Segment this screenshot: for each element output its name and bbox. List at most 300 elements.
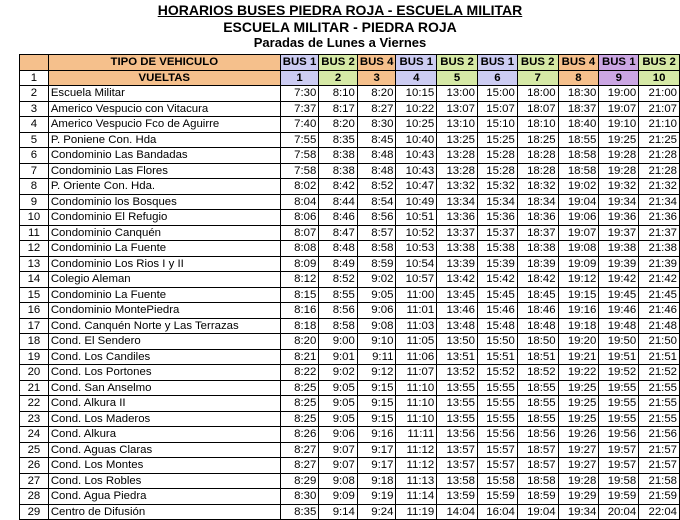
departure-time: 9:02: [319, 365, 358, 381]
departure-time: 21:28: [639, 148, 680, 164]
departure-time: 19:51: [599, 349, 639, 365]
departure-time: 21:59: [639, 489, 680, 505]
row-number: 23: [20, 411, 49, 427]
row-number: 19: [20, 349, 49, 365]
stop-name: Cond. Los Maderos: [48, 411, 280, 427]
departure-time: 11:00: [396, 287, 437, 303]
trip-number: 5: [437, 70, 478, 86]
departure-time: 9:05: [319, 411, 358, 427]
departure-time: 13:46: [437, 303, 478, 319]
departure-time: 19:26: [558, 427, 599, 443]
stop-name: Cond. El Sendero: [48, 334, 280, 350]
table-row: [20, 365, 680, 381]
departure-time: 11:01: [396, 303, 437, 319]
departure-time: 15:50: [477, 334, 517, 350]
departure-time: 19:50: [599, 334, 639, 350]
table-row: [20, 287, 680, 303]
trip-number: 2: [319, 70, 358, 86]
table-row: [20, 396, 680, 412]
departure-time: 21:55: [639, 396, 680, 412]
departure-time: 18:48: [517, 318, 558, 334]
departure-time: 8:15: [280, 287, 319, 303]
departure-time: 19:57: [599, 458, 639, 474]
departure-time: 18:38: [517, 241, 558, 257]
departure-time: 21:28: [639, 163, 680, 179]
departure-time: 8:35: [319, 132, 358, 148]
row-number: 11: [20, 225, 49, 241]
departure-time: 11:14: [396, 489, 437, 505]
departure-time: 16:04: [477, 504, 517, 520]
departure-time: 10:47: [396, 179, 437, 195]
row-number: 6: [20, 148, 49, 164]
departure-time: 15:07: [477, 101, 517, 117]
departure-time: 10:52: [396, 225, 437, 241]
stop-name: Condominio Canquén: [48, 225, 280, 241]
trip-number: 6: [477, 70, 517, 86]
stop-name: Escuela Militar: [48, 86, 280, 102]
departure-time: 8:48: [357, 148, 396, 164]
departure-time: 13:34: [437, 194, 478, 210]
row-number: 14: [20, 272, 49, 288]
row-number: 10: [20, 210, 49, 226]
row-number: 24: [20, 427, 49, 443]
row-number: 29: [20, 504, 49, 520]
bus-label: BUS 2: [437, 55, 478, 71]
departure-time: 8:27: [280, 442, 319, 458]
departure-time: 11:05: [396, 334, 437, 350]
departure-time: 18:36: [517, 210, 558, 226]
table-row: [20, 210, 680, 226]
departure-time: 19:28: [599, 163, 639, 179]
departure-time: 13:28: [437, 163, 478, 179]
stop-name: Cond. Alkura: [48, 427, 280, 443]
departure-time: 21:37: [639, 225, 680, 241]
departure-time: 19:06: [558, 210, 599, 226]
stop-name: Cond. Canquén Norte y Las Terrazas: [48, 318, 280, 334]
departure-time: 15:51: [477, 349, 517, 365]
departure-time: 11:10: [396, 411, 437, 427]
departure-time: 19:27: [558, 442, 599, 458]
route-title: ESCUELA MILITAR - PIEDRA ROJA: [223, 19, 457, 35]
departure-time: 21:25: [639, 132, 680, 148]
table-row: [20, 117, 680, 133]
stop-name: Cond. Aguas Claras: [48, 442, 280, 458]
departure-time: 18:25: [517, 132, 558, 148]
table-row: [20, 241, 680, 257]
departure-time: 15:10: [477, 117, 517, 133]
departure-time: 13:00: [437, 86, 478, 102]
stop-name: Centro de Difusión: [48, 504, 280, 520]
departure-time: 8:49: [319, 256, 358, 272]
departure-time: 10:15: [396, 86, 437, 102]
departure-time: 11:06: [396, 349, 437, 365]
departure-time: 9:11: [357, 349, 396, 365]
departure-time: 11:19: [396, 504, 437, 520]
departure-time: 9:15: [357, 396, 396, 412]
departure-time: 8:09: [280, 256, 319, 272]
row-number: 26: [20, 458, 49, 474]
departure-time: 8:22: [280, 365, 319, 381]
row-number: 21: [20, 380, 49, 396]
departure-time: 9:07: [319, 458, 358, 474]
departure-time: 7:40: [280, 117, 319, 133]
departure-time: 9:10: [357, 334, 396, 350]
departure-time: 21:50: [639, 334, 680, 350]
departure-time: 15:36: [477, 210, 517, 226]
table-row: [20, 427, 680, 443]
departure-time: 8:08: [280, 241, 319, 257]
departure-time: 13:56: [437, 427, 478, 443]
trip-number: 7: [517, 70, 558, 86]
departure-time: 15:39: [477, 256, 517, 272]
departure-time: 13:37: [437, 225, 478, 241]
departure-time: 19:46: [599, 303, 639, 319]
departure-time: 9:15: [357, 380, 396, 396]
departure-time: 18:59: [517, 489, 558, 505]
departure-time: 15:56: [477, 427, 517, 443]
departure-time: 15:59: [477, 489, 517, 505]
departure-time: 8:54: [357, 194, 396, 210]
table-row: [20, 101, 680, 117]
row-number: 9: [20, 194, 49, 210]
row-number: 2: [20, 86, 49, 102]
table-row: [20, 163, 680, 179]
departure-time: 19:25: [558, 396, 599, 412]
departure-time: 19:38: [599, 241, 639, 257]
departure-time: 10:40: [396, 132, 437, 148]
bus-label: BUS 2: [319, 55, 358, 71]
departure-time: 21:57: [639, 442, 680, 458]
departure-time: 21:34: [639, 194, 680, 210]
table-row: [20, 132, 680, 148]
departure-time: 13:28: [437, 148, 478, 164]
row-number: 27: [20, 473, 49, 489]
row-number: 28: [20, 489, 49, 505]
row-number: 13: [20, 256, 49, 272]
departure-time: 13:57: [437, 458, 478, 474]
departure-time: 10:22: [396, 101, 437, 117]
days-subtitle: Paradas de Lunes a Viernes: [253, 35, 427, 50]
departure-time: 8:47: [319, 225, 358, 241]
departure-time: 9:06: [357, 303, 396, 319]
departure-time: 13:38: [437, 241, 478, 257]
departure-time: 20:04: [599, 504, 639, 520]
departure-time: 18:28: [517, 148, 558, 164]
departure-time: 19:15: [558, 287, 599, 303]
departure-time: 9:01: [319, 349, 358, 365]
departure-time: 15:55: [477, 396, 517, 412]
departure-time: 19:57: [599, 442, 639, 458]
departure-time: 10:43: [396, 148, 437, 164]
departure-time: 13:59: [437, 489, 478, 505]
departure-time: 7:37: [280, 101, 319, 117]
schedule-body: [20, 86, 680, 520]
departure-time: 8:30: [357, 117, 396, 133]
departure-time: 11:13: [396, 473, 437, 489]
departure-time: 19:00: [599, 86, 639, 102]
departure-time: 11:10: [396, 380, 437, 396]
departure-time: 18:58: [517, 473, 558, 489]
departure-time: 8:18: [280, 318, 319, 334]
departure-time: 8:45: [357, 132, 396, 148]
row-number: 5: [20, 132, 49, 148]
departure-time: 19:34: [599, 194, 639, 210]
departure-time: 8:35: [280, 504, 319, 520]
departure-time: 19:07: [558, 225, 599, 241]
stop-name: Cond. San Anselmo: [48, 380, 280, 396]
departure-time: 18:45: [517, 287, 558, 303]
departure-time: 19:20: [558, 334, 599, 350]
row-number: 25: [20, 442, 49, 458]
departure-time: 11:11: [396, 427, 437, 443]
schedule-table: [19, 54, 680, 520]
row-number: 22: [20, 396, 49, 412]
bus-label: BUS 1: [280, 55, 319, 71]
departure-time: 19:18: [558, 318, 599, 334]
departure-time: 9:08: [357, 318, 396, 334]
departure-time: 13:32: [437, 179, 478, 195]
departure-time: 18:37: [558, 101, 599, 117]
departure-time: 19:07: [599, 101, 639, 117]
trip-number: 10: [639, 70, 680, 86]
departure-time: 9:16: [357, 427, 396, 443]
departure-time: 18:58: [558, 163, 599, 179]
departure-time: 8:26: [280, 427, 319, 443]
departure-time: 15:00: [477, 86, 517, 102]
departure-time: 19:36: [599, 210, 639, 226]
departure-time: 9:05: [357, 287, 396, 303]
departure-time: 19:08: [558, 241, 599, 257]
departure-time: 19:04: [517, 504, 558, 520]
departure-time: 14:04: [437, 504, 478, 520]
row-number: 1: [20, 70, 49, 86]
departure-time: 19:48: [599, 318, 639, 334]
departure-time: 10:49: [396, 194, 437, 210]
departure-time: 8:52: [319, 272, 358, 288]
departure-time: 19:09: [558, 256, 599, 272]
departure-time: 22:04: [639, 504, 680, 520]
departure-time: 18:39: [517, 256, 558, 272]
departure-time: 15:46: [477, 303, 517, 319]
stop-name: Condominio El Refugio: [48, 210, 280, 226]
departure-time: 18:57: [517, 458, 558, 474]
departure-time: 8:56: [357, 210, 396, 226]
departure-time: 8:21: [280, 349, 319, 365]
departure-time: 7:58: [280, 163, 319, 179]
departure-time: 8:20: [357, 86, 396, 102]
departure-time: 19:42: [599, 272, 639, 288]
departure-time: 9:14: [319, 504, 358, 520]
departure-time: 18:46: [517, 303, 558, 319]
departure-time: 9:00: [319, 334, 358, 350]
table-row: [20, 349, 680, 365]
departure-time: 9:05: [319, 380, 358, 396]
stop-name: Condominio Las Flores: [48, 163, 280, 179]
departure-time: 21:39: [639, 256, 680, 272]
departure-time: 8:16: [280, 303, 319, 319]
row-number: 8: [20, 179, 49, 195]
departure-time: 13:51: [437, 349, 478, 365]
departure-time: 8:12: [280, 272, 319, 288]
departure-time: 13:25: [437, 132, 478, 148]
departure-time: 11:12: [396, 458, 437, 474]
departure-time: 19:34: [558, 504, 599, 520]
departure-time: 19:45: [599, 287, 639, 303]
departure-time: 11:07: [396, 365, 437, 381]
departure-time: 21:48: [639, 318, 680, 334]
trip-number: 4: [396, 70, 437, 86]
table-row: [20, 86, 680, 102]
departure-time: 13:42: [437, 272, 478, 288]
table-row: [20, 442, 680, 458]
departure-time: 8:44: [319, 194, 358, 210]
departure-time: 8:17: [319, 101, 358, 117]
departure-time: 15:48: [477, 318, 517, 334]
departure-time: 13:10: [437, 117, 478, 133]
departure-time: 11:10: [396, 396, 437, 412]
table-row: [20, 334, 680, 350]
departure-time: 21:55: [639, 411, 680, 427]
departure-time: 19:12: [558, 272, 599, 288]
departure-time: 9:08: [319, 473, 358, 489]
bus-label: BUS 4: [357, 55, 396, 71]
departure-time: 15:25: [477, 132, 517, 148]
header-blank-cell: [20, 55, 49, 71]
table-row: [20, 272, 680, 288]
departure-time: 13:36: [437, 210, 478, 226]
departure-time: 9:17: [357, 442, 396, 458]
departure-time: 13:39: [437, 256, 478, 272]
departure-time: 8:27: [280, 458, 319, 474]
departure-time: 18:37: [517, 225, 558, 241]
departure-time: 19:59: [599, 489, 639, 505]
departure-time: 18:28: [517, 163, 558, 179]
stop-name: Cond. Los Candiles: [48, 349, 280, 365]
departure-time: 10:51: [396, 210, 437, 226]
departure-time: 13:55: [437, 396, 478, 412]
departure-time: 18:34: [517, 194, 558, 210]
departure-time: 8:58: [357, 241, 396, 257]
departure-time: 21:10: [639, 117, 680, 133]
departure-time: 10:43: [396, 163, 437, 179]
trip-number: 9: [599, 70, 639, 86]
departure-time: 7:30: [280, 86, 319, 102]
bus-label: BUS 1: [396, 55, 437, 71]
bus-label: BUS 2: [517, 55, 558, 71]
departure-time: 19:16: [558, 303, 599, 319]
departure-time: 8:38: [319, 148, 358, 164]
departure-time: 19:27: [558, 458, 599, 474]
table-row: [20, 225, 680, 241]
departure-time: 15:32: [477, 179, 517, 195]
departure-time: 9:06: [319, 427, 358, 443]
departure-time: 15:55: [477, 380, 517, 396]
departure-time: 21:42: [639, 272, 680, 288]
departure-time: 15:42: [477, 272, 517, 288]
departure-time: 18:55: [517, 380, 558, 396]
row-number: 20: [20, 365, 49, 381]
departure-time: 10:54: [396, 256, 437, 272]
title-block: [0, 2, 680, 50]
departure-time: 21:45: [639, 287, 680, 303]
departure-time: 13:48: [437, 318, 478, 334]
departure-time: 9:09: [319, 489, 358, 505]
departure-time: 19:25: [599, 132, 639, 148]
departure-time: 8:20: [319, 117, 358, 133]
departure-time: 18:51: [517, 349, 558, 365]
departure-time: 19:39: [599, 256, 639, 272]
departure-time: 15:57: [477, 458, 517, 474]
departure-time: 11:03: [396, 318, 437, 334]
table-row: [20, 179, 680, 195]
departure-time: 19:28: [558, 473, 599, 489]
stop-name: P. Oriente Con. Hda.: [48, 179, 280, 195]
departure-time: 15:45: [477, 287, 517, 303]
departure-time: 13:58: [437, 473, 478, 489]
departure-time: 18:00: [517, 86, 558, 102]
table-row: [20, 380, 680, 396]
departure-time: 18:30: [558, 86, 599, 102]
row-number: 18: [20, 334, 49, 350]
table-row: [20, 194, 680, 210]
departure-time: 8:58: [319, 318, 358, 334]
departure-time: 15:55: [477, 411, 517, 427]
departure-time: 21:00: [639, 86, 680, 102]
departure-time: 15:37: [477, 225, 517, 241]
departure-time: 21:51: [639, 349, 680, 365]
table-row: [20, 256, 680, 272]
departure-time: 8:06: [280, 210, 319, 226]
table-row: [20, 411, 680, 427]
departure-time: 13:50: [437, 334, 478, 350]
departure-time: 8:48: [319, 241, 358, 257]
departure-time: 8:04: [280, 194, 319, 210]
departure-time: 15:38: [477, 241, 517, 257]
departure-time: 18:58: [558, 148, 599, 164]
table-row: [20, 148, 680, 164]
departure-time: 8:10: [319, 86, 358, 102]
stop-name: Cond. Los Portones: [48, 365, 280, 381]
tipo-vehiculo-header: TIPO DE VEHICULO: [48, 55, 280, 71]
table-row: [20, 318, 680, 334]
departure-time: 19:04: [558, 194, 599, 210]
departure-time: 9:12: [357, 365, 396, 381]
table-row: [20, 458, 680, 474]
departure-time: 15:28: [477, 163, 517, 179]
bus-label: BUS 2: [639, 55, 680, 71]
row-number: 4: [20, 117, 49, 133]
stop-name: Cond. Los Montes: [48, 458, 280, 474]
departure-time: 18:55: [517, 411, 558, 427]
departure-time: 8:25: [280, 411, 319, 427]
departure-time: 9:15: [357, 411, 396, 427]
departure-time: 10:53: [396, 241, 437, 257]
vueltas-header: VUELTAS: [48, 70, 280, 86]
departure-time: 18:52: [517, 365, 558, 381]
departure-time: 19:28: [599, 148, 639, 164]
departure-time: 9:24: [357, 504, 396, 520]
departure-time: 21:58: [639, 473, 680, 489]
departure-time: 8:25: [280, 396, 319, 412]
departure-time: 21:32: [639, 179, 680, 195]
departure-time: 8:42: [319, 179, 358, 195]
table-row: [20, 504, 680, 520]
departure-time: 8:55: [319, 287, 358, 303]
departure-time: 19:55: [599, 411, 639, 427]
header-row-bus: [20, 55, 680, 71]
table-row: [20, 473, 680, 489]
departure-time: 8:56: [319, 303, 358, 319]
